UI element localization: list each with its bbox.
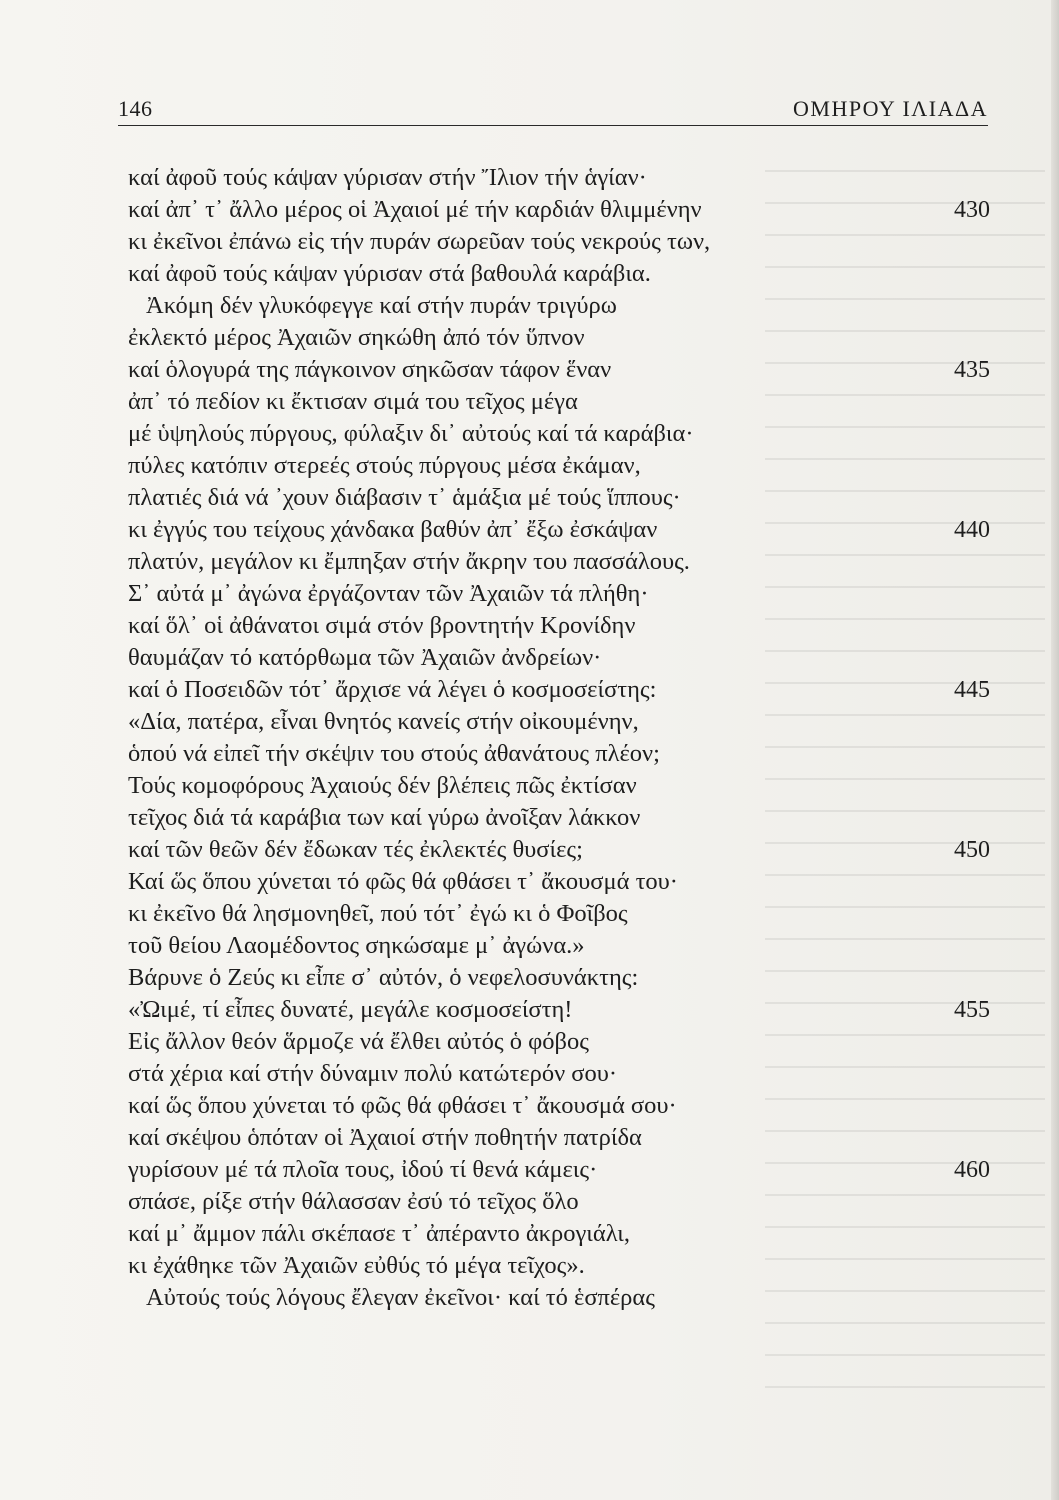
verse-line bbox=[128, 194, 990, 226]
verse-text: Σ᾽ αὐτά μ᾽ ἀγώνα ἐργάζονταν τῶν Ἀχαιῶν τά πλήθη· bbox=[128, 580, 649, 607]
line-number: 435 bbox=[954, 357, 990, 383]
verse-line bbox=[128, 1186, 990, 1218]
verse-line bbox=[128, 898, 990, 930]
verse-line bbox=[128, 1026, 990, 1058]
verse-line bbox=[128, 258, 990, 290]
verse-text: καί ἀφοῦ τούς κάψαν γύρισαν στήν Ἴλιον τήν ἁγίαν· bbox=[128, 164, 647, 191]
verse-text: Αὐτούς τούς λόγους ἔλεγαν ἐκεῖνοι· καί τό ἑσπέρας bbox=[146, 1284, 655, 1311]
line-number: 445 bbox=[954, 677, 990, 703]
verse-text: τοῦ θείου Λαομέδοντος σηκώσαμε μ᾽ ἀγώνα.» bbox=[128, 932, 585, 959]
verse-line bbox=[128, 1218, 990, 1250]
verse-text: καί ὁ Ποσειδῶν τότ᾽ ἄρχισε νά λέγει ὁ κοσμοσείστης: bbox=[128, 676, 657, 703]
verse-text: κι ἐχάθηκε τῶν Ἀχαιῶν εὐθύς τό μέγα τεῖχος». bbox=[128, 1252, 585, 1279]
verse-text: κι ἐκεῖνο θά λησμονηθεῖ, πού τότ᾽ ἐγώ κι ὁ Φοῖβος bbox=[128, 900, 628, 927]
page-edge-shadow bbox=[1051, 0, 1059, 1500]
verse-block bbox=[128, 162, 990, 1314]
verse-text: τεῖχος διά τά καράβια των καί γύρω ἀνοῖξαν λάκκον bbox=[128, 804, 641, 831]
verse-line bbox=[128, 994, 990, 1026]
verse-line bbox=[128, 226, 990, 258]
verse-line bbox=[128, 834, 990, 866]
verse-line bbox=[128, 770, 990, 802]
verse-line bbox=[128, 706, 990, 738]
line-number: 430 bbox=[954, 197, 990, 223]
verse-line bbox=[128, 674, 990, 706]
page-number: 146 bbox=[118, 96, 153, 121]
header-rule bbox=[118, 125, 988, 126]
verse-text: σπάσε, ρίξε στήν θάλασσαν ἐσύ τό τεῖχος ὅλο bbox=[128, 1188, 579, 1215]
verse-text: καί ὅλ᾽ οἱ ἀθάνατοι σιμά στόν βροντητήν Κρονίδην bbox=[128, 612, 636, 639]
verse-line bbox=[128, 1122, 990, 1154]
verse-text: πλατιές διά νά ᾽χουν διάβασιν τ᾽ ἁμάξια μέ τούς ἵππους· bbox=[128, 484, 681, 511]
verse-text: καί ἀπ᾽ τ᾽ ἄλλο μέρος οἱ Ἀχαιοί μέ τήν καρδιάν θλιμμένην bbox=[128, 196, 702, 223]
verse-line bbox=[128, 482, 990, 514]
verse-line bbox=[128, 962, 990, 994]
verse-line bbox=[128, 450, 990, 482]
line-number: 460 bbox=[954, 1157, 990, 1183]
line-number: 455 bbox=[954, 997, 990, 1023]
verse-text: κι ἐκεῖνοι ἐπάνω εἰς τήν πυράν σωρεῦαν τούς νεκρούς των, bbox=[128, 228, 711, 255]
verse-line bbox=[128, 1090, 990, 1122]
verse-line bbox=[128, 386, 990, 418]
verse-text: μέ ὑψηλούς πύργους, φύλαξιν δι᾽ αὐτούς καί τά καράβια· bbox=[128, 420, 694, 447]
verse-line bbox=[128, 578, 990, 610]
verse-text: «Ὠιμέ, τί εἶπες δυνατέ, μεγάλε κοσμοσείστη! bbox=[128, 996, 573, 1023]
verse-text: γυρίσουν μέ τά πλοῖα τους, ἰδού τί θενά κάμεις· bbox=[128, 1156, 598, 1183]
verse-text: καί τῶν θεῶν δέν ἔδωκαν τές ἐκλεκτές θυσίες; bbox=[128, 836, 583, 863]
verse-line bbox=[128, 610, 990, 642]
verse-text: ἀπ᾽ τό πεδίον κι ἔκτισαν σιμά του τεῖχος μέγα bbox=[128, 388, 578, 415]
verse-line bbox=[128, 866, 990, 898]
verse-text: Τούς κομοφόρους Ἀχαιούς δέν βλέπεις πῶς ἐκτίσαν bbox=[128, 772, 637, 799]
verse-text: Ἀκόμη δέν γλυκόφεγγε καί στήν πυράν τριγύρω bbox=[146, 292, 617, 319]
verse-text: καί ὥς ὅπου χύνεται τό φῶς θά φθάσει τ᾽ ἄκουσμά σου· bbox=[128, 1092, 677, 1119]
verse-text: Καί ὥς ὅπου χύνεται τό φῶς θά φθάσει τ᾽ ἄκουσμά του· bbox=[128, 868, 678, 895]
verse-line bbox=[128, 802, 990, 834]
verse-text: καί σκέψου ὁπόταν οἱ Ἀχαιοί στήν ποθητήν πατρίδα bbox=[128, 1124, 642, 1151]
verse-line bbox=[128, 290, 990, 322]
verse-text: θαυμάζαν τό κατόρθωμα τῶν Ἀχαιῶν ἀνδρείων· bbox=[128, 644, 602, 671]
verse-line bbox=[128, 738, 990, 770]
verse-text: στά χέρια καί στήν δύναμιν πολύ κατώτερόν σου· bbox=[128, 1060, 618, 1087]
verse-text: πλατύν, μεγάλον κι ἔμπηξαν στήν ἄκρην του πασσάλους. bbox=[128, 548, 690, 575]
verse-text: «Δία, πατέρα, εἶναι θνητός κανείς στήν οἰκουμένην, bbox=[128, 708, 639, 735]
verse-line bbox=[128, 322, 990, 354]
verse-text: καί ὁλογυρά της πάγκοινον σηκῶσαν τάφον ἕναν bbox=[128, 356, 612, 383]
verse-text: κι ἐγγύς του τείχους χάνδακα βαθύν ἀπ᾽ ἔξω ἐσκάψαν bbox=[128, 516, 658, 543]
verse-text: ὁπού νά εἰπεῖ τήν σκέψιν του στούς ἀθανάτους πλέον; bbox=[128, 740, 660, 767]
verse-line bbox=[128, 930, 990, 962]
verse-line bbox=[128, 514, 990, 546]
verse-text: Βάρυνε ὁ Ζεύς κι εἶπε σ᾽ αὐτόν, ὁ νεφελοσυνάκτης: bbox=[128, 964, 639, 991]
verse-line bbox=[128, 1250, 990, 1282]
page-header bbox=[118, 96, 988, 126]
verse-text: καί ἀφοῦ τούς κάψαν γύρισαν στά βαθουλά καράβια. bbox=[128, 260, 651, 287]
verse-line bbox=[128, 1154, 990, 1186]
verse-text: πύλες κατόπιν στερεές στούς πύργους μέσα ἐκάμαν, bbox=[128, 452, 641, 479]
line-number: 440 bbox=[954, 517, 990, 543]
verse-text: ἐκλεκτό μέρος Ἀχαιῶν σηκώθη ἀπό τόν ὕπνον bbox=[128, 324, 585, 351]
line-number: 450 bbox=[954, 837, 990, 863]
verse-text: Εἰς ἄλλον θεόν ἅρμοζε νά ἔλθει αὐτός ὁ φόβος bbox=[128, 1028, 589, 1055]
verse-line bbox=[128, 1282, 990, 1314]
verse-line bbox=[128, 162, 990, 194]
verse-line bbox=[128, 354, 990, 386]
verse-line bbox=[128, 418, 990, 450]
verse-line bbox=[128, 1058, 990, 1090]
verse-line bbox=[128, 642, 990, 674]
verse-line bbox=[128, 546, 990, 578]
verse-text: καί μ᾽ ἄμμον πάλι σκέπασε τ᾽ ἀπέραντο ἀκρογιάλι, bbox=[128, 1220, 631, 1247]
running-title: ΟΜΗΡΟΥ ΙΛΙΑΔΑ bbox=[793, 96, 988, 121]
